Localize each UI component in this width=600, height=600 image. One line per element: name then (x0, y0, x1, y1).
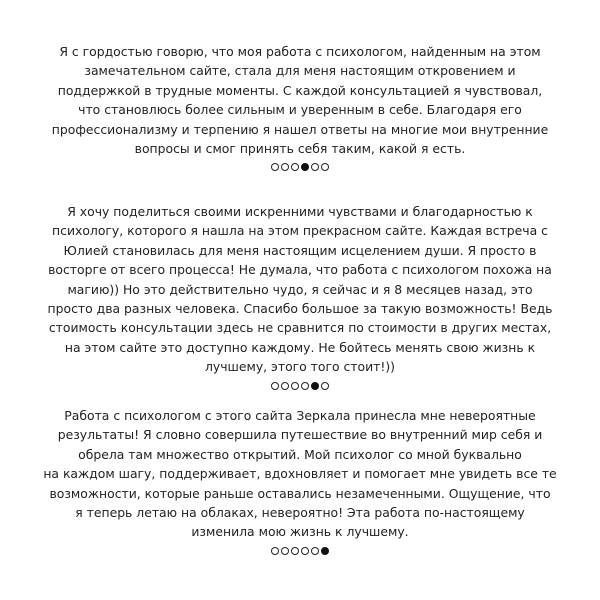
carousel-dot[interactable] (281, 163, 289, 171)
carousel-dot[interactable] (291, 382, 299, 390)
carousel-dot[interactable] (321, 382, 329, 390)
carousel-dot[interactable] (311, 547, 319, 555)
carousel-pagination (0, 163, 600, 171)
carousel-dot[interactable] (301, 547, 309, 555)
carousel-dot[interactable] (271, 382, 279, 390)
carousel-dot-active[interactable] (321, 547, 329, 555)
carousel-dot[interactable] (311, 163, 319, 171)
carousel-dot[interactable] (271, 163, 279, 171)
review-text: Я хочу поделиться своими искренними чувствами и благодарностью к психологу, которого я нашла на этом прекрасном сайте. Каждая встреча с Юлией становилась для меня настоящим исцелением души. Я просто в восторге от всего процесса! Не думала, что работа с психологом похожа на магию)) Но это действительно чудо, я сейчас и я 8 месяцев назад, это просто два разных человека. Спасибо большое за такую возможность! Ведь стоимость консультации здесь не сравнится по стоимости в других местах, на этом сайте это доступно каждому. Не бойтесь менять свою жизнь к лучшему, этого того стоит!)) (47, 204, 553, 375)
carousel-dot[interactable] (321, 163, 329, 171)
carousel-dot[interactable] (291, 163, 299, 171)
review-block (0, 42, 600, 171)
review-text: Я с гордостью говорю, что моя работа с психологом, найденным на этом замечательном сайте, стала для меня настоящим откровением и поддержкой в трудные моменты. С каждой консультацией я чувствовал, что становлюсь более сильным и уверенным в себе. Благодаря его профессионализму и терпению я нашел ответы на многие мои внутренние вопросы и смог принять себя таким, какой я есть. (51, 44, 549, 157)
carousel-dot[interactable] (281, 547, 289, 555)
carousel-pagination (0, 547, 600, 555)
carousel-dot[interactable] (291, 547, 299, 555)
review-text: Работа с психологом с этого сайта Зеркала принесла мне невероятные результаты! Я словно совершила путешествие во внутренний мир себя и обрела там множество открытий. Мой психолог со мной буквально на каждом шагу, поддерживает, вдохновляет и помогает мне увидеть все те возможности, которые раньше оставались незамеченными. Ощущение, что я теперь летаю на облаках, невероятно! Эта работа по-настоящему изменила мою жизнь к лучшему. (43, 408, 557, 540)
carousel-dot[interactable] (271, 547, 279, 555)
carousel-dot[interactable] (301, 382, 309, 390)
carousel-pagination (0, 382, 600, 390)
carousel-dot-active[interactable] (311, 382, 319, 390)
review-block (0, 406, 600, 555)
review-block (0, 202, 600, 390)
carousel-dot[interactable] (281, 382, 289, 390)
carousel-dot-active[interactable] (301, 163, 309, 171)
